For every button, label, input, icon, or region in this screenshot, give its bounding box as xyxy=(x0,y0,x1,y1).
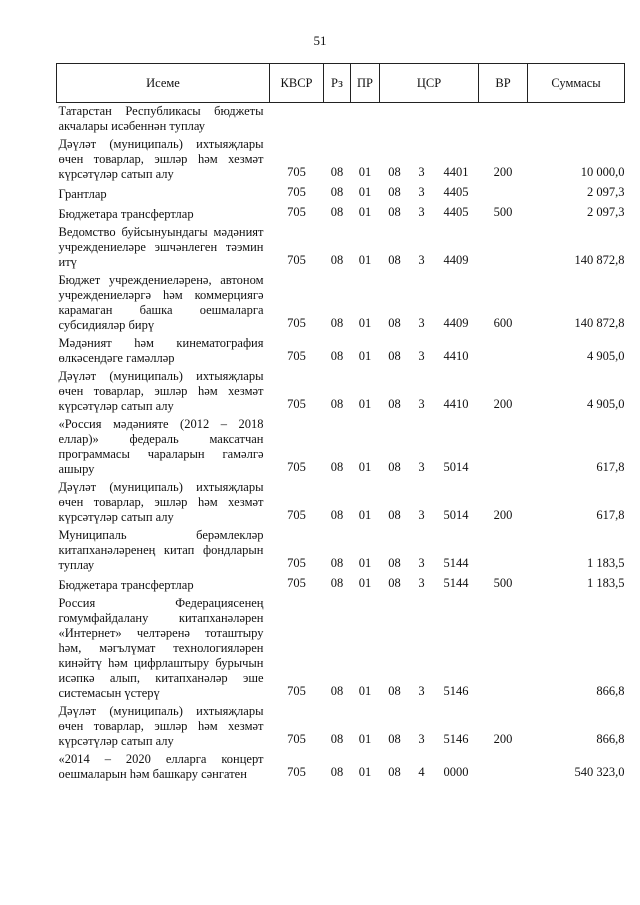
row-vr xyxy=(479,595,528,703)
row-sum: 866,8 xyxy=(596,684,625,698)
header-name: Исеме xyxy=(57,64,270,103)
row-kvsr: 705 xyxy=(287,165,306,179)
row-rz: 08 xyxy=(330,684,344,698)
row-vr: 200 xyxy=(493,732,513,746)
row-kvsr: 705 xyxy=(287,397,306,411)
row-csr-code: 5144 xyxy=(443,576,469,590)
row-csr-code: 4410 xyxy=(443,349,469,363)
table-row xyxy=(57,368,625,416)
table-row xyxy=(57,575,625,595)
row-sum: 1 183,5 xyxy=(587,576,625,590)
table-row xyxy=(57,595,625,703)
row-csr-program: 08 xyxy=(388,165,401,179)
row-kvsr: 705 xyxy=(287,556,306,570)
row-pr: 01 xyxy=(358,205,372,219)
row-csr-program: 08 xyxy=(388,556,401,570)
row-name: Мәдәният һәм кинематография өлкәсендәге гамәлләр xyxy=(58,336,264,365)
row-csr-subprogram xyxy=(410,103,434,137)
row-kvsr: 705 xyxy=(287,316,306,330)
row-name: Бюджетара трансфертлар xyxy=(58,578,194,592)
row-vr xyxy=(479,527,528,575)
row-pr: 01 xyxy=(358,508,372,522)
row-rz: 08 xyxy=(330,316,344,330)
row-rz: 08 xyxy=(330,397,344,411)
row-name: Дәүләт (муниципаль) ихтыяҗлары өчен товарлар, эшләр һәм хезмәт күрсәтүләр сатып алу xyxy=(58,369,264,413)
row-sum xyxy=(528,103,625,137)
row-rz: 08 xyxy=(330,556,344,570)
row-pr: 01 xyxy=(358,556,372,570)
row-csr-subprogram: 3 xyxy=(418,460,425,474)
row-sum: 1 183,5 xyxy=(587,556,625,570)
row-vr: 500 xyxy=(493,576,513,590)
row-vr: 200 xyxy=(493,165,513,179)
row-name: Грантлар xyxy=(58,187,107,201)
row-kvsr: 705 xyxy=(287,185,306,199)
row-csr-subprogram: 3 xyxy=(418,349,425,363)
row-sum: 10 000,0 xyxy=(580,165,625,179)
row-pr: 01 xyxy=(358,732,372,746)
row-csr-code: 4409 xyxy=(443,253,469,267)
budget-table xyxy=(56,63,625,784)
row-sum: 140 872,8 xyxy=(574,316,625,330)
row-csr-program: 08 xyxy=(388,765,401,779)
row-csr-subprogram: 3 xyxy=(418,165,425,179)
row-name: Бюджетара трансфертлар xyxy=(58,207,194,221)
row-csr-subprogram: 3 xyxy=(418,556,425,570)
table-row xyxy=(57,224,625,272)
row-rz: 08 xyxy=(330,165,344,179)
row-rz: 08 xyxy=(330,253,344,267)
row-csr-program: 08 xyxy=(388,732,401,746)
row-sum: 2 097,3 xyxy=(587,185,625,199)
table-body xyxy=(57,103,625,785)
header-pr: ПР xyxy=(351,64,380,103)
header-vr: ВР xyxy=(479,64,528,103)
row-csr-code xyxy=(434,103,479,137)
row-kvsr: 705 xyxy=(287,253,306,267)
row-csr-code: 4409 xyxy=(443,316,469,330)
row-name: Россия Федерациясенең гомумфайдалану китапханәләрен «Интернет» челтәренә тоташтыру һәм, мәгълүмат технологияләрен кинәйтү һәм цифрлаштыру бурычын исәпкә алып, китапханәләр эше системасын үстерү xyxy=(58,596,264,700)
header-rz: Рз xyxy=(324,64,351,103)
row-csr-subprogram: 3 xyxy=(418,508,425,522)
row-rz: 08 xyxy=(330,349,344,363)
row-name: Ведомство буйсынуындагы мәдәният учреждениеләре эшчәнлеген тәэмин итү xyxy=(58,225,264,269)
row-pr: 01 xyxy=(358,397,372,411)
row-pr xyxy=(351,103,380,137)
row-csr-subprogram: 3 xyxy=(418,253,425,267)
row-csr-program xyxy=(380,103,410,137)
row-csr-program: 08 xyxy=(388,316,401,330)
row-pr: 01 xyxy=(358,349,372,363)
table-row xyxy=(57,703,625,751)
row-name: «2014 – 2020 елларга концерт оешмаларын һәм башкару сәнгатен xyxy=(58,752,264,781)
row-name: Дәүләт (муниципаль) ихтыяҗлары өчен товарлар, эшләр һәм хезмәт күрсәтүләр сатып алу xyxy=(58,480,264,524)
row-kvsr: 705 xyxy=(287,684,306,698)
row-name: Дәүләт (муниципаль) ихтыяҗлары өчен товарлар, эшләр һәм хезмәт күрсәтүләр сатып алу xyxy=(58,704,264,748)
row-sum: 617,8 xyxy=(596,460,625,474)
row-rz xyxy=(324,103,351,137)
table-row xyxy=(57,479,625,527)
row-sum: 140 872,8 xyxy=(574,253,625,267)
row-vr: 200 xyxy=(493,508,513,522)
row-csr-code: 0000 xyxy=(443,765,469,779)
row-csr-code: 5014 xyxy=(443,508,469,522)
row-kvsr xyxy=(270,103,324,137)
row-pr: 01 xyxy=(358,185,372,199)
table-row xyxy=(57,335,625,368)
row-pr: 01 xyxy=(358,253,372,267)
row-name: Бюджет учреждениеләренә, автоном учреждениеләргә һәм коммерциягә карамаган башка оешмаларга субсидияләр бирү xyxy=(58,273,264,332)
row-sum: 4 905,0 xyxy=(587,349,625,363)
row-kvsr: 705 xyxy=(287,205,306,219)
row-vr xyxy=(479,335,528,368)
header-csr: ЦСР xyxy=(380,64,479,103)
row-csr-subprogram: 4 xyxy=(418,765,425,779)
table-row xyxy=(57,184,625,204)
row-csr-program: 08 xyxy=(388,508,401,522)
row-pr: 01 xyxy=(358,684,372,698)
row-sum: 4 905,0 xyxy=(587,397,625,411)
row-vr xyxy=(479,416,528,479)
row-vr xyxy=(479,184,528,204)
row-kvsr: 705 xyxy=(287,576,306,590)
row-rz: 08 xyxy=(330,460,344,474)
row-sum: 617,8 xyxy=(596,508,625,522)
row-rz: 08 xyxy=(330,765,344,779)
row-vr: 600 xyxy=(493,316,513,330)
row-name: Татарстан Республикасы бюджеты акчалары исәбеннән туплау xyxy=(58,104,264,133)
row-pr: 01 xyxy=(358,576,372,590)
row-csr-subprogram: 3 xyxy=(418,205,425,219)
row-csr-program: 08 xyxy=(388,185,401,199)
row-csr-program: 08 xyxy=(388,349,401,363)
table-row xyxy=(57,103,625,137)
row-csr-code: 4405 xyxy=(443,185,469,199)
row-csr-code: 5146 xyxy=(443,684,469,698)
row-vr xyxy=(479,224,528,272)
row-sum: 540 323,0 xyxy=(574,765,625,779)
row-csr-program: 08 xyxy=(388,253,401,267)
row-sum: 2 097,3 xyxy=(587,205,625,219)
row-rz: 08 xyxy=(330,576,344,590)
row-kvsr: 705 xyxy=(287,765,306,779)
table-row xyxy=(57,204,625,224)
row-rz: 08 xyxy=(330,205,344,219)
row-csr-subprogram: 3 xyxy=(418,684,425,698)
row-csr-program: 08 xyxy=(388,397,401,411)
table-row xyxy=(57,272,625,335)
table-row xyxy=(57,751,625,784)
row-csr-subprogram: 3 xyxy=(418,397,425,411)
row-kvsr: 705 xyxy=(287,460,306,474)
row-vr xyxy=(479,751,528,784)
row-name: Дәүләт (муниципаль) ихтыяҗлары өчен товарлар, эшләр һәм хезмәт күрсәтүләр сатып алу xyxy=(58,137,264,181)
row-kvsr: 705 xyxy=(287,349,306,363)
row-csr-program: 08 xyxy=(388,205,401,219)
row-rz: 08 xyxy=(330,185,344,199)
row-csr-code: 4401 xyxy=(443,165,469,179)
row-pr: 01 xyxy=(358,460,372,474)
row-kvsr: 705 xyxy=(287,508,306,522)
row-csr-code: 5144 xyxy=(443,556,469,570)
row-csr-code: 5014 xyxy=(443,460,469,474)
row-csr-code: 4410 xyxy=(443,397,469,411)
row-csr-subprogram: 3 xyxy=(418,732,425,746)
row-pr: 01 xyxy=(358,316,372,330)
row-csr-program: 08 xyxy=(388,684,401,698)
page-number: 51 xyxy=(313,33,327,48)
row-rz: 08 xyxy=(330,732,344,746)
row-csr-code: 5146 xyxy=(443,732,469,746)
row-vr: 200 xyxy=(493,397,513,411)
row-vr xyxy=(479,103,528,137)
row-csr-subprogram: 3 xyxy=(418,316,425,330)
header-sum: Суммасы xyxy=(528,64,625,103)
row-csr-code: 4405 xyxy=(443,205,469,219)
row-rz: 08 xyxy=(330,508,344,522)
row-pr: 01 xyxy=(358,165,372,179)
table-header xyxy=(57,64,625,103)
table-row xyxy=(57,136,625,184)
table-row xyxy=(57,527,625,575)
row-csr-program: 08 xyxy=(388,460,401,474)
table-row xyxy=(57,416,625,479)
row-csr-subprogram: 3 xyxy=(418,185,425,199)
row-csr-program: 08 xyxy=(388,576,401,590)
header-kvsr: КВСР xyxy=(270,64,324,103)
row-csr-subprogram: 3 xyxy=(418,576,425,590)
row-vr: 500 xyxy=(493,205,513,219)
row-sum: 866,8 xyxy=(596,732,625,746)
row-pr: 01 xyxy=(358,765,372,779)
row-name: Муниципаль берәмлекләр китапханәләренең китап фондларын туплау xyxy=(58,528,264,572)
row-name: «Россия мәдәнияте (2012 – 2018 еллар)» федераль максатчан программасы чараларын гамәлгә ашыру xyxy=(58,417,264,476)
row-kvsr: 705 xyxy=(287,732,306,746)
